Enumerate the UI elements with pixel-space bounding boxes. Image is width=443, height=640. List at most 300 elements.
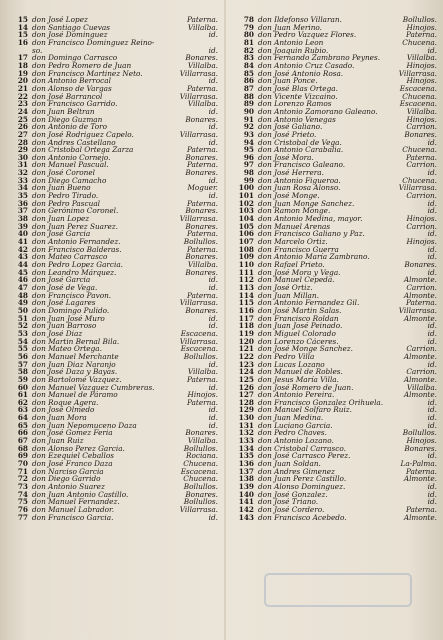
entry-place: id. [427,45,437,55]
entry-place: Hinojos. [187,390,218,400]
entry-number: 117 [238,313,254,323]
entry-place: Hinojos. [406,237,437,247]
entry-number: 122 [238,351,254,361]
entry-number: 37 [17,206,28,216]
entry-name: don Antonio Berrocal [32,76,111,86]
entry-name: don José Daza y Bayas. [32,367,118,377]
entry-place: Bonares. [185,53,218,63]
entry-place: Hinojos. [406,22,437,32]
entry-name: don José Carrasco Perez. [258,451,351,461]
entry-number: 59 [17,374,28,384]
entry-name: don José Monge. [258,191,320,201]
entry-place: Chucena. [402,91,437,101]
entry-place: Bollullos. [183,237,218,247]
entry-name: don Diego Camacho [32,175,107,185]
entry-place: id. [427,229,437,239]
entry-name: don Santiago Cuevas [32,22,110,32]
entry-place: Paterna. [405,298,437,308]
entry-name: don Antonio Venegas [258,114,336,124]
entry-place: Villarrasa. [398,68,437,78]
entry-place: Escacena. [399,99,437,109]
entry-number: 67 [17,436,28,446]
entry-number: 118 [238,321,254,331]
entry-number: 73 [17,482,28,492]
entry-number: 15 [17,15,28,24]
entry-name: don Diego Guzman [32,114,103,124]
entry-number: 113 [238,282,254,292]
entry-name: don José Mora. [258,152,314,162]
entry-name: don Ildefonso Villaran. [258,15,342,24]
entry-name: don Roque Agera. [32,397,99,407]
entry-place: Almonte. [403,512,437,522]
entry-place: id. [427,359,437,369]
entry-number: 134 [238,443,254,453]
entry-place: id. [427,397,437,407]
entry-number: 127 [238,390,254,400]
entry-place: id. [208,275,218,285]
entry-place: id. [208,122,218,132]
entry-name: don Antonio Lozano. [258,436,334,446]
entry-name: don Manuel Labrador. [32,505,115,514]
entry-name: don Lucas Lozano [258,359,325,369]
entry-number: 142 [238,505,254,514]
entry-name: don Miguel Colorado [258,328,336,338]
entry-number: 123 [238,359,254,369]
entry-place: Hinojos. [406,114,437,124]
entry-name: don Antonio Medina, mayor. [258,214,363,224]
entry-number: 126 [238,382,254,392]
entry-name: don Juan Antonio Castillo. [32,489,129,499]
entry-number: 21 [17,83,28,93]
entry-name: don Francisco Galiano y Paz. [258,229,365,239]
entry-place: Chucena. [402,145,437,155]
entry-place: Paterna. [405,466,437,476]
entry-name: don Pedro Chaves. [258,428,327,438]
page-fold [224,0,226,640]
entry-number: 107 [238,237,254,247]
entry-number: 49 [17,298,28,308]
entry-place: Rociana. [185,451,218,461]
entry-name: don José Cordero. [258,505,325,514]
entry-place: Villarrasa. [179,91,218,101]
entry-place: Carrion. [406,367,437,377]
entry-name: don Alonso Dominguez. [258,482,346,492]
entry-place: Villalba. [187,260,218,269]
entry-name: don Joaquin Rubio. [258,45,329,55]
entry-place: Carrion. [406,160,437,170]
entry-name: don Lorenzo Cáceres. [258,336,339,346]
entry-name: don Antonio María Zambrano. [258,252,370,262]
entry-number: 124 [238,367,254,377]
entry-name: don Pedro Villa [258,351,315,361]
entry-name: don José Dominguez [32,30,108,40]
entry-name: don Manuel Fernandez. [32,497,120,507]
entry-name: don Antonio Zamorano Galeano. [258,106,378,116]
entry-name: don Juan Ruiz [32,436,84,446]
entry-place: id. [208,321,218,331]
entry-number: 48 [17,290,28,300]
entry-place: Carrion. [406,221,437,231]
entry-place: Escacena. [180,466,218,476]
entry-number: 74 [17,489,28,499]
entry-name: don José Martin Salas. [258,305,342,315]
entry-place: Almonte. [403,313,437,323]
entry-place: id. [427,198,437,208]
list-entry [232,514,437,522]
entry-number: 35 [17,191,28,201]
entry-name: don Ramon Monge. [258,206,331,216]
entry-name: don Juan Bueno [32,183,91,193]
entry-place: id. [427,497,437,507]
entry-number: 70 [17,459,28,469]
entry-number: 38 [17,214,28,224]
entry-place: id. [208,175,218,185]
entry-place: id. [427,420,437,430]
entry-number: 120 [238,336,254,346]
entry-number: 26 [17,122,28,132]
entry-number: 140 [238,489,254,499]
entry-name: don José Lopez [32,15,88,24]
entry-place: id. [427,168,437,178]
entry-number: 86 [243,76,254,86]
entry-number: 16 [17,37,28,47]
entry-number: 96 [243,152,254,162]
entry-name: don Manuel Arenas [258,221,331,231]
entry-name: don José de Vega. [32,282,98,292]
entry-name: don Antonio Leon [258,37,324,47]
entry-name: don José Franco Daza [32,459,113,469]
entry-number: 87 [243,83,254,93]
entry-number: 135 [238,451,254,461]
entry-name: don Antonio Figueroa. [258,175,341,185]
entry-number: 88 [243,91,254,101]
entry-place: Bonares. [185,114,218,124]
entry-place: id. [427,328,437,338]
entry-name: don Alonso de Vargas [32,83,112,93]
entry-name: don Cristobal de Vega. [258,137,342,147]
entry-number: 130 [238,413,254,423]
entry-number: 64 [17,413,28,423]
entry-name: don Bartolomé Vazquez. [32,374,122,384]
entry-name: don Cristobal Ortega Zarza [32,145,134,155]
library-watermark [248,560,428,620]
entry-number: 91 [243,114,254,124]
entry-number: 131 [238,420,254,430]
entry-name: don José Garcia [32,229,91,239]
entry-number: 121 [238,344,254,354]
entry-place: La-Palma. [400,459,437,469]
entry-number: 85 [243,68,254,78]
list-entry [6,514,218,522]
entry-name: don Francisco Pavon. [32,290,112,300]
entry-place: Bonares. [404,129,437,139]
entry-place: Almonte. [403,275,437,285]
entry-place: Escacena. [180,344,218,354]
entry-number: 51 [17,313,28,323]
entry-name: don Luciano Garcia. [258,420,333,430]
entry-number: 55 [17,344,28,354]
entry-place: id. [208,282,218,292]
entry-place: Villalba. [187,99,218,109]
entry-place: Carrion. [406,191,437,201]
entry-name: don Manuel de Páramo [32,390,118,400]
entry-number: 106 [238,229,254,239]
entry-number: 23 [17,99,28,109]
entry-name: don Francisco Balderas. [32,244,122,254]
entry-name: don Gerónimo Coronel. [32,206,119,216]
entry-place: id. [208,359,218,369]
entry-name: don Andres Castellano [32,137,116,147]
entry-name: don Juan Monge Sanchez. [258,198,355,208]
entry-place: Bonares. [185,221,218,231]
entry-number: 71 [17,466,28,476]
entry-number: 42 [17,244,28,254]
entry-number: 138 [238,474,254,484]
entry-name: don Cristobal Carrasco. [258,443,346,453]
entry-name: don José Garcia [32,275,91,285]
entry-name: don José Gomez Feria [32,428,113,438]
entry-number: 136 [238,459,254,469]
entry-place: Villarrasa. [179,336,218,346]
entry-name: don José Triano. [258,497,319,507]
entry-place: id. [208,191,218,201]
entry-number: 62 [17,397,28,407]
entry-number: 125 [238,374,254,384]
entry-name: don José Blas Ortega. [258,83,338,93]
entry-name: don Juan Barroso [32,321,97,331]
entry-place: Almonte. [403,474,437,484]
entry-name: don José Olmedo [32,405,95,415]
entry-number: 99 [243,175,254,185]
entry-number: 69 [17,451,28,461]
entry-name: don Juan Medina. [258,413,324,423]
entry-place: Hinojos. [406,76,437,86]
entry-number: 63 [17,405,28,415]
entry-name: don Manuel Pascual. [32,160,109,170]
entry-place: Paterna. [186,83,218,93]
entry-name: don Antonio Cornejo. [32,152,111,162]
entry-number: 14 [17,22,28,32]
entry-place: Almonte. [403,390,437,400]
entry-number: 15 [17,30,28,40]
entry-number: 95 [243,145,254,155]
entry-name: don Domingo Pulido. [32,305,110,315]
entry-place: id. [427,321,437,331]
entry-number: 27 [17,129,28,139]
entry-place: id. [427,451,437,461]
entry-name: don Lorenzo Ramos [258,99,332,109]
entry-name: don Juan José Peinado. [258,321,343,331]
entry-number: 115 [238,298,254,308]
entry-name: don Antonio Fernandez. [32,237,121,247]
entry-place: id. [427,252,437,262]
entry-name: don Juan Diaz Naranjo [32,359,116,369]
entry-place: Carrion. [406,282,437,292]
entry-number: 41 [17,237,28,247]
entry-number: 98 [243,168,254,178]
entry-name: don Marcelo Ortiz. [258,237,328,247]
entry-number: 43 [17,252,28,262]
entry-name: don José Barrancol [32,91,103,101]
entry-name: don Antonio Pereira. [258,390,335,400]
entry-place: Villalba. [187,22,218,32]
entry-number: 30 [17,152,28,162]
entry-name: don Juan Merino. [258,22,322,32]
right-column [232,16,437,521]
entry-name: don Juan Mora [32,413,87,423]
entry-number: 33 [17,175,28,185]
entry-name: don Juan Beltran [32,106,95,116]
entry-name: don Juan Nepomuceno Daza [32,420,137,430]
entry-place: Bollullos. [183,482,218,492]
entry-number: 78 [243,15,254,24]
entry-name: don José Monge Sanchez. [258,344,353,354]
entry-place: Carrion. [406,344,437,354]
entry-place: Bollullos. [183,443,218,453]
entry-number: 80 [243,30,254,40]
entry-name: don Alonso Perez Garcia. [32,443,125,453]
entry-number: 53 [17,328,28,338]
entry-name: don Narciso Garcia [32,466,104,476]
entry-place: Paterna. [186,145,218,155]
entry-number: 65 [17,420,28,430]
entry-number: 25 [17,114,28,124]
entry-name: don Antonio Fernandez Gil. [258,298,360,308]
entry-number: 77 [17,512,28,522]
entry-place: Bollullos. [183,351,218,361]
entry-place: Bonares. [185,152,218,162]
entry-name: don Francisco Acebedo. [258,512,347,522]
entry-place: Bonares. [185,489,218,499]
entry-place: id. [208,405,218,415]
entry-place: Bonares. [185,206,218,216]
entry-place: Escacena. [180,328,218,338]
entry-name: don Pedro Pascual [32,198,101,208]
entry-place: Villarrasa. [179,214,218,224]
entry-name: don Diego Garrido [32,474,101,484]
entry-number: 89 [243,99,254,109]
entry-place: id. [208,420,218,430]
entry-place: Villalba. [187,367,218,377]
entry-place: Chucena. [183,474,218,484]
entry-name: don Pedro Tirado. [32,191,99,201]
entry-number: 81 [243,37,254,47]
entry-name: don Rafael Prieto. [258,260,325,269]
entry-name: don Juan Rosa Alonso. [258,183,341,193]
entry-place: Paterna. [186,397,218,407]
entry-place: id. [208,137,218,147]
entry-number: 61 [17,390,28,400]
entry-name: don José Coronel [32,168,95,178]
entry-place: Bollullos. [402,428,437,438]
entry-number: 109 [238,252,254,262]
entry-name: don Manuel Solfaro Ruiz. [258,405,352,415]
entry-place: Bonares. [185,252,218,262]
entry-number: 58 [17,367,28,377]
entry-place: Villarrasa. [179,505,218,514]
entry-place: Bonares. [185,168,218,178]
entry-number: 104 [238,214,254,224]
entry-number: 116 [238,305,254,315]
entry-place: id. [208,30,218,40]
entry-number: 83 [243,53,254,63]
entry-name: don José Romero de Juan. [258,382,354,392]
entry-name: don Domingo Carrasco [32,53,118,63]
entry-name: don Francisco Garcia. [32,512,114,522]
entry-name: don Francisco Dominguez Reino- [32,37,155,47]
entry-place: Villarrasa. [179,129,218,139]
entry-place: id. [427,413,437,423]
entry-number: 72 [17,474,28,484]
entry-place: Hinojos. [406,60,437,70]
entry-number: 102 [238,198,254,208]
entry-place: Villalba. [406,53,437,63]
entry-number: 82 [243,45,254,55]
entry-name: don Manuel de Robles. [258,367,343,377]
entry-name: don Antonio Carabalia. [258,145,344,155]
entry-place: Paterna. [186,290,218,300]
entry-number: 94 [243,137,254,147]
entry-name: don José Antonio Rosa. [258,68,344,78]
entry-place: id. [427,405,437,415]
entry-place: Bonares. [185,428,218,438]
entry-place: Paterna. [186,15,218,24]
entry-place: Villalba. [187,60,218,70]
entry-number: 111 [238,267,254,277]
entry-place: Bonares. [404,260,437,269]
entry-place: id. [427,482,437,492]
entry-place: Villarrasa. [398,305,437,315]
entry-name: don José Galiano. [258,122,323,132]
entry-place: id. [427,244,437,254]
entry-number: 114 [238,290,254,300]
entry-place: id. [427,267,437,277]
entry-place: id. [427,137,437,147]
entry-number: 76 [17,505,28,514]
entry-place: Paterna. [186,229,218,239]
entry-name: don Vicente Vizcaino. [258,91,338,101]
entry-place: id. [427,336,437,346]
entry-place: Hinojos. [406,214,437,224]
entry-name: don Juan Millan. [258,290,319,300]
entry-name: don Antonio de Toro [32,122,108,132]
entry-name: don José Ortiz. [258,282,313,292]
entry-place: Paterna. [186,244,218,254]
entry-name: don Fernando Zambrano Peynes. [258,53,381,63]
entry-name: don José Prieto. [258,129,317,139]
entry-name: don Andres Gimenez [258,466,335,476]
entry-number: 105 [238,221,254,231]
entry-name: don Mateo Carrasco [32,252,108,262]
entry-number: 129 [238,405,254,415]
entry-place: id. [208,76,218,86]
entry-place: id. [427,206,437,216]
entry-place: id. [208,382,218,392]
entry-number: 97 [243,160,254,170]
left-column [6,16,218,521]
entry-place: Paterna. [186,160,218,170]
entry-name: don José Gonzalez. [258,489,328,499]
entry-number: 50 [17,305,28,315]
entry-number: 128 [238,397,254,407]
entry-place: Paterna. [405,30,437,40]
entry-place: Carrion. [406,122,437,132]
entry-number: 60 [17,382,28,392]
entry-name: don José Rodriguez Capelo. [32,129,134,139]
entry-place: Villalba. [406,106,437,116]
entry-number: 132 [238,428,254,438]
entry-name: don Manuel Cepeda. [258,275,335,285]
